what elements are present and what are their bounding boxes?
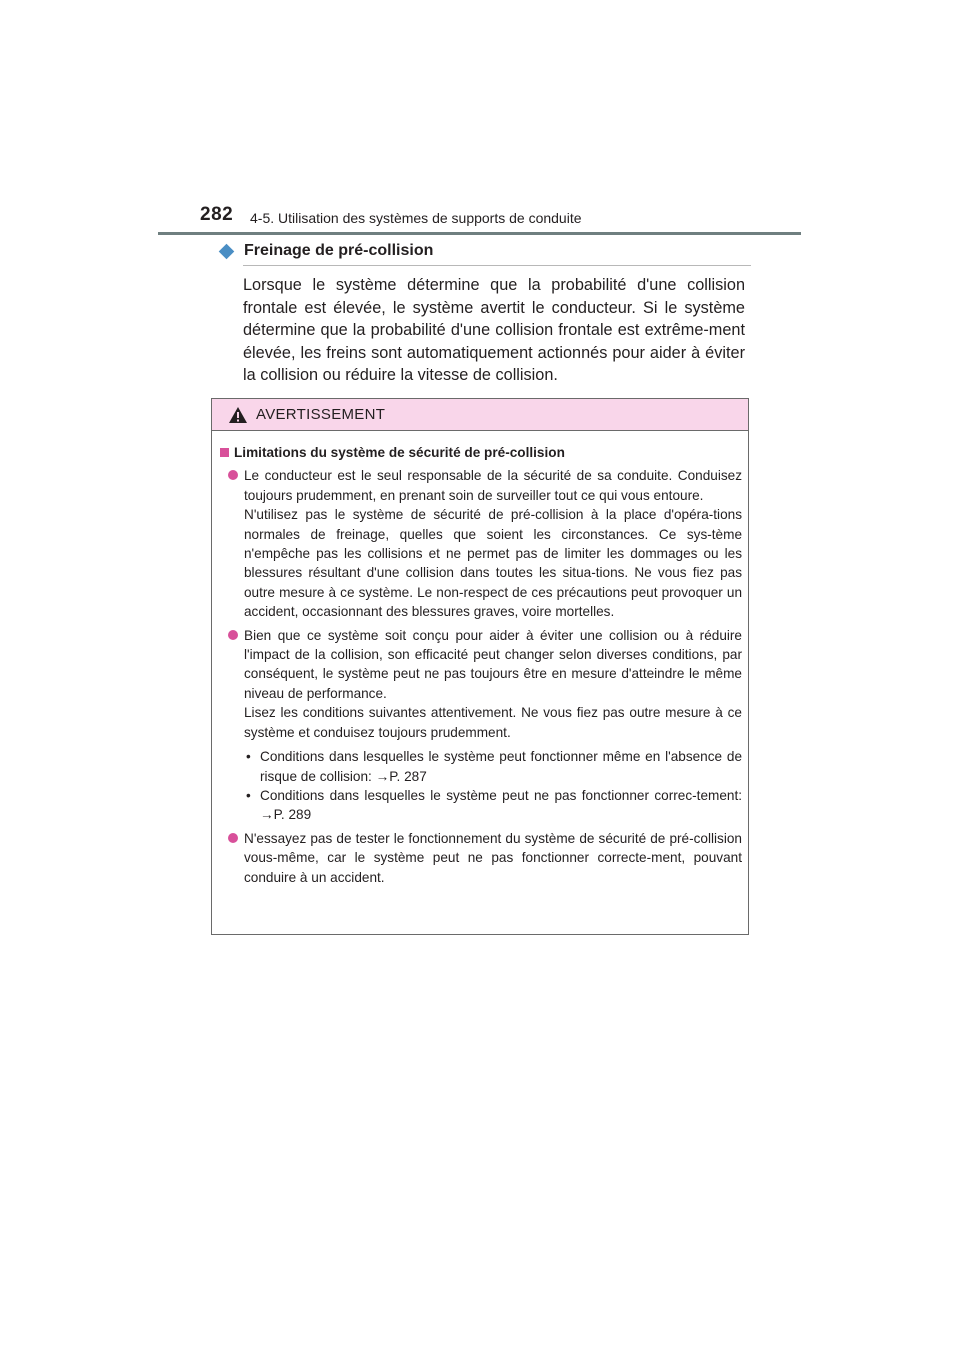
heading-divider xyxy=(243,265,751,266)
sub-list-text: Conditions dans lesquelles le système peut ne pas fonctionner correc-tement: →P. 289 xyxy=(260,787,742,823)
warning-header xyxy=(212,399,748,431)
bullet-marker: • xyxy=(246,787,251,803)
list-item xyxy=(220,829,742,887)
bullet-text: Lisez les conditions suivantes attentivement. Ne vous fiez pas outre mesure à ce système et conduisez toujours prudemment. xyxy=(244,705,742,740)
bullet-text: N'essayez pas de tester le fonctionnement du système de sécurité de pré-collision vous-même, car le système peut ne pas fonctionner correcte-ment, pouvant conduire à un accident. xyxy=(244,830,742,885)
section-heading xyxy=(218,242,750,260)
warning-body xyxy=(212,431,748,887)
heading-title: Freinage de pré-collision xyxy=(244,242,434,259)
warning-triangle-icon xyxy=(228,406,248,424)
bullet-text: Bien que ce système soit conçu pour aider à éviter une collision ou à réduire l'impact de la collision, son efficacité peut changer selon diverses conditions, par conséquent, le système peut ne pas toujours être en mesure d'atteindre le même niveau de performance. xyxy=(244,627,742,701)
bullet-marker: • xyxy=(246,749,251,765)
bullet-text: N'utilisez pas le système de sécurité de pré-collision à la place d'opéra-tions normales de freinage, quelles que soient les circonstances. Ce sys-tème n'empêche pas les collisions et ne permet pas de limiter les dommages ou les blessures résultant d'une collision dans toutes les situa-tions. Ne vous fiez pas outre mesure à ce système. Le non-respect de ces précautions peut provoquer un accident, occasionnant des blessures graves, voire mortelles. xyxy=(244,507,742,620)
body-paragraph: Lorsque le système détermine que la probabilité d'une collision frontale est élevée, le système avertit le conducteur. Si le système détermine que la probabilité d'une collision frontale est extrême-ment élevée, les freins sont automatiquement actionnés pour aider à éviter la collision ou réduire la vitesse de collision. xyxy=(243,276,745,384)
warning-box xyxy=(211,398,749,935)
dot-icon xyxy=(228,470,238,480)
list-item xyxy=(220,466,742,621)
list-item xyxy=(220,626,742,825)
sub-list-item xyxy=(244,786,742,825)
sub-list xyxy=(244,747,742,825)
warning-title: AVERTISSEMENT xyxy=(256,406,386,423)
diamond-icon xyxy=(219,243,235,259)
bullet-text: Le conducteur est le seul responsable de la sécurité de sa conduite. Conduisez toujours prudemment, en prenant soin de surveiller tout ce qui vous entoure. xyxy=(244,468,742,503)
warning-subheading xyxy=(220,443,742,462)
square-icon xyxy=(220,448,229,457)
sub-list-item xyxy=(244,747,742,786)
dot-icon xyxy=(228,630,238,640)
warning-subheading-text: Limitations du système de sécurité de pré-collision xyxy=(234,445,565,460)
section-header: 4-5. Utilisation des systèmes de supports de conduite xyxy=(250,210,582,226)
sub-list-text: Conditions dans lesquelles le système peut fonctionner même en l'absence de risque de collision: →P. 287 xyxy=(260,749,742,784)
page-number: 282 xyxy=(200,204,234,225)
dot-icon xyxy=(228,833,238,843)
header-rule xyxy=(158,232,801,235)
